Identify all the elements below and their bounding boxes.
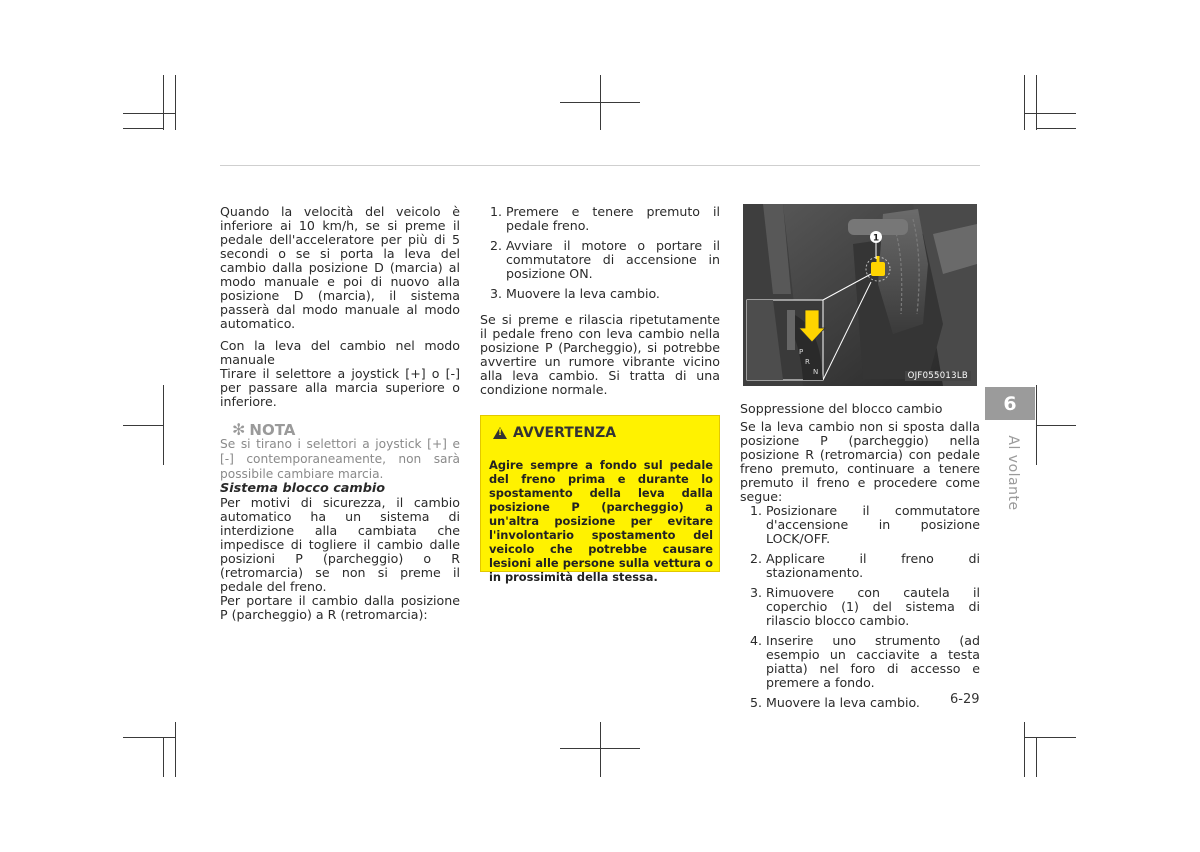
warning-text: Agire sempre a fondo sul pedale del freno prima e durante lo spostamento della leva dalla posizione P (parcheggio) a un'altra posizione per evitare l'involontario spostamento del veicolo che potrebbe causare lesioni alle persone sulla vettura o in prossimità della stessa. [489, 458, 713, 584]
crop-mark [1036, 425, 1076, 426]
nota-title [232, 420, 460, 439]
chapter-tab: 6 [985, 387, 1035, 420]
callout-number: 1 [872, 233, 880, 244]
list-item: 1. Premere e tenere premuto il pedale freno. [489, 204, 720, 233]
manual-mode-subhead: Con la leva del cambio nel modo manuale [220, 338, 460, 367]
crop-mark [1036, 737, 1037, 777]
crop-mark [163, 737, 164, 777]
crop-mark [175, 722, 176, 777]
list-item: 1. Posizionare il commutatore d'accensione in posizione LOCK/OFF. [749, 503, 980, 546]
warning-label: AVVERTENZA [513, 425, 617, 441]
column-2 [480, 205, 720, 397]
shift-steps-list [480, 205, 720, 301]
list-item: 3. Muovere la leva cambio. [489, 286, 660, 301]
list-item: 4. Inserire uno strumento (ad esempio un cacciavite a testa piatta) nel foro di accesso e premere a fondo. [749, 633, 980, 690]
override-steps-list [740, 504, 980, 710]
column-1 [220, 205, 460, 622]
warning-box [480, 415, 720, 584]
crop-mark [1036, 128, 1076, 129]
crop-mark [560, 102, 640, 103]
gear-letter: P [799, 348, 804, 356]
gear-letter: R [805, 358, 810, 366]
warning-title [493, 425, 616, 441]
gear-letter: N [813, 368, 819, 376]
page-number: 6-29 [950, 692, 980, 707]
intro-paragraph: Quando la velocità del veicolo è inferiore ai 10 km/h, se si preme il pedale dell'acceleratore per più di 5 secondi o se si porta la leva del cambio dalla posizione D (marcia) al modo manuale e poi di nuovo alla posizione D (marcia), il sistema passerà dal modo manuale al modo automatico. [220, 204, 460, 331]
crop-mark [560, 748, 640, 749]
override-subhead: Soppressione del blocco cambio [740, 401, 943, 416]
figure-code: OJF055013LB [905, 371, 971, 381]
crop-mark [123, 737, 175, 738]
nota-text: Se si tirano i selettori a joystick [+] e [-] contemporaneamente, non sarà possibile cambiare marcia. [220, 437, 460, 481]
crop-mark [163, 75, 164, 130]
nota-box [220, 420, 460, 482]
manual-mode-text: Tirare il selettore a joystick [+] o [-] per passare alla marcia superiore o inferiore. [220, 366, 460, 409]
list-item: 3. Rimuovere con cautela il coperchio (1) del sistema di rilascio blocco cambio. [749, 585, 980, 628]
crop-mark [123, 425, 163, 426]
nota-label: NOTA [249, 421, 296, 439]
shift-lever-drawing [743, 204, 977, 386]
list-item: 2. Applicare il freno di stazionamento. [749, 551, 980, 580]
section-text-2: Per portare il cambio dalla posizione P (parcheggio) a R (retromarcia): [220, 593, 460, 622]
list-item: 5. Muovere la leva cambio. [749, 695, 920, 710]
list-item: 2. Avviare il motore o portare il commutatore di accensione in posizione ON. [489, 238, 720, 281]
chapter-title: Al volante [1005, 435, 1021, 511]
override-text: Se la leva cambio non si sposta dalla posizione P (parcheggio) nella posizione R (retromarcia) con pedale freno premuto, continuare a tenere premuto il freno e procedere come segue: [740, 419, 980, 504]
crop-mark [1024, 113, 1076, 114]
crop-mark [600, 722, 601, 777]
crop-mark [1024, 75, 1025, 130]
crop-mark [1036, 75, 1037, 130]
header-rule [220, 165, 980, 166]
shift-lever-illustration [743, 204, 977, 386]
crop-mark [123, 128, 163, 129]
chapter-side-label [1003, 435, 1023, 511]
warning-triangle-icon [493, 427, 507, 439]
crop-mark [123, 113, 175, 114]
crop-mark [163, 385, 164, 465]
column-3 [740, 402, 980, 716]
asterisk-icon: ✻ [232, 420, 246, 439]
section-text: Per motivi di sicurezza, il cambio automatico ha un sistema di interdizione alla cambiata che impedisce di togliere il cambio dalle posizioni P (parcheggio) o R (retromarcia) se non si preme il pedale del freno. [220, 495, 460, 594]
crop-mark [1024, 722, 1025, 777]
crop-mark [1024, 737, 1076, 738]
section-title: Sistema blocco cambio [220, 481, 386, 496]
crop-mark [175, 75, 176, 130]
vibration-paragraph: Se si preme e rilascia ripetutamente il pedale freno con leva cambio nella posizione P (Parcheggio), si potrebbe avvertire un rumore vibrante vicino alla leva cambio. Si tratta di una condizione normale. [480, 312, 720, 397]
